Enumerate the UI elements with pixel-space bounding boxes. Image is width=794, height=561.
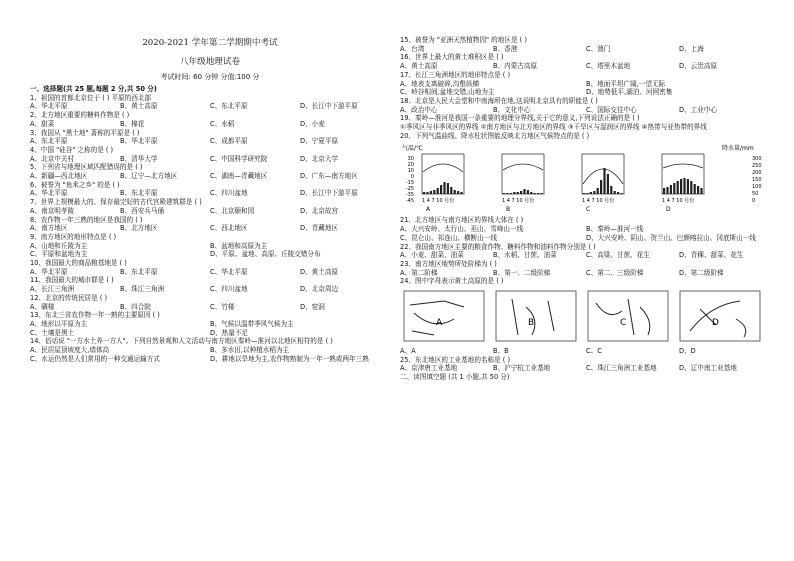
map-mountain-line [512, 299, 554, 335]
answer-option[interactable]: D、青稞、甜菜、花生 [679, 251, 744, 260]
option-row [400, 347, 772, 356]
answer-option[interactable]: A、地形以平原为主 [30, 319, 88, 328]
answer-option[interactable]: A、地表支离破碎,沟壑纵横 [400, 79, 480, 88]
answer-option[interactable]: B、多水田,以种植水稻为主 [210, 346, 290, 355]
answer-option[interactable]: C、东北平原 [210, 102, 248, 111]
answer-option[interactable]: B、西安兵马俑 [120, 206, 165, 215]
option-row [30, 355, 390, 364]
question-stem: 二、读图填空题 (共 1 小题,共 50 分) [400, 373, 510, 382]
question-stem: 8、农作物一年三熟的地区是我国的 ( ) [30, 215, 143, 224]
answer-option[interactable]: C、昆仑山、祁连山、横断山一线 [400, 233, 497, 242]
precip-bar [697, 186, 699, 194]
answer-option[interactable]: A、华北平原 [30, 267, 68, 276]
precip-bar [513, 192, 515, 194]
right-column [400, 36, 772, 382]
option-row [400, 123, 772, 132]
option-row [30, 120, 390, 129]
option-row [400, 80, 772, 89]
question-stem: 16、世界上最大的黄土堆积区是 ( ) [400, 53, 504, 62]
precip-bar [670, 185, 672, 194]
temp-tick: 10 [407, 168, 414, 175]
region-map-label: A [436, 318, 443, 329]
climate-panel-label: D [666, 206, 671, 214]
question-stem: 5、下列省与地理区域匹配错误的是 ( ) [30, 163, 143, 172]
option-row [400, 62, 772, 71]
precip-bar [506, 193, 508, 194]
precip-bar [680, 179, 682, 194]
climate-panel-label: A [426, 206, 431, 214]
answer-option[interactable]: A、甜菜 [30, 119, 55, 128]
answer-option[interactable]: D、云贵高原 [679, 62, 718, 71]
temp-axis-label: 气温/℃ [402, 145, 423, 153]
region-maps-svg [400, 289, 772, 344]
climate-panel [502, 154, 544, 213]
region-map-frame [588, 291, 668, 341]
question-stem: 11、我国最大的城市群是 ( ) [30, 276, 114, 285]
precip-bar [610, 186, 612, 194]
region-map [680, 291, 760, 341]
question-stem: 24、图中字母表示黄土高原的是 ( ) [400, 277, 504, 286]
section-heading-choice: 一、选择题(共 25 题,每题 2 分,共 50 分) [30, 85, 157, 93]
answer-option[interactable]: D、平原、盆地、高原、丘陵交错分布 [210, 250, 321, 259]
answer-option[interactable]: A、碉楼 [30, 302, 55, 311]
option-row [400, 234, 772, 243]
answer-option[interactable]: ①季风区与非季风区的界线 ②南方地区与北方地区的界线 ③干旱区与湿润区的界线 ④热带与亚热带的界线 [400, 123, 707, 132]
precip-bar [534, 193, 536, 194]
answer-option[interactable]: C、湖南—青藏地区 [210, 172, 268, 181]
region-map-frame [496, 291, 576, 341]
answer-option[interactable]: C、珠江三角洲工业基地 [586, 364, 657, 373]
answer-option[interactable]: C、国际交往中心 [586, 105, 637, 114]
answer-option[interactable]: C、C [586, 347, 602, 356]
option-row [30, 172, 390, 181]
precip-bar [597, 188, 599, 194]
precip-bar [443, 182, 445, 194]
answer-option[interactable]: C、平原和盆地为主 [30, 250, 88, 259]
climate-panel-label: B [506, 206, 511, 214]
region-map-label: C [620, 318, 627, 329]
option-row [30, 224, 390, 233]
answer-option[interactable]: B、地面平坦广阔,一望无际 [586, 79, 666, 88]
question-stem: 13、东北三省农作物一年一熟的主要原因 ( ) [30, 311, 160, 320]
option-row [30, 207, 390, 216]
answer-option[interactable]: A、黄土高原 [400, 62, 438, 71]
climate-panels [422, 154, 704, 213]
climate-charts [400, 142, 772, 214]
precip-bar [457, 191, 459, 194]
left-question-list [30, 94, 390, 364]
answer-option[interactable]: A、A [400, 347, 416, 356]
answer-option[interactable]: A、京津唐工业基地 [400, 364, 458, 373]
temp-ticks [406, 156, 414, 204]
option-row [400, 88, 772, 97]
answer-option[interactable]: B、第一、二级阶梯 [493, 268, 551, 277]
question-stem: 15、被誉为 "亚洲天然植物园" 的地区是 ( ) [400, 36, 527, 44]
region-map-label: B [528, 318, 535, 329]
answer-option[interactable]: C、北京颐和园 [210, 206, 255, 215]
precip-tick: 100 [752, 184, 762, 191]
answer-option[interactable]: D、第二级阶梯 [679, 268, 724, 277]
temp-tick: -35 [405, 192, 414, 199]
region-map [496, 291, 576, 341]
option-row [30, 102, 390, 111]
precip-bar [426, 192, 428, 194]
precip-tick: 50 [752, 191, 759, 198]
answer-option[interactable]: D、窑洞 [300, 302, 325, 311]
answer-option[interactable]: B、东北平原 [120, 267, 158, 276]
precip-bar [694, 184, 696, 194]
precip-bar [527, 190, 529, 194]
answer-option[interactable]: A、大兴安岭、太行山、巫山、雪峰山一线 [400, 225, 524, 234]
temp-curve [583, 169, 623, 184]
answer-option[interactable]: B、沪宁杭工业基地 [493, 364, 551, 373]
precip-bar [586, 193, 588, 194]
option-row [30, 320, 390, 329]
precip-bar [510, 193, 512, 194]
answer-option[interactable]: D、上海 [679, 44, 704, 53]
question-stem: 4、中国 "硅谷" 之称的是 ( ) [30, 145, 114, 154]
climate-panel [422, 154, 464, 213]
answer-option[interactable]: C、四川盆地 [210, 189, 248, 198]
answer-option[interactable]: B、秦岭—淮河一线 [586, 225, 644, 234]
region-map-frame [680, 291, 760, 341]
answer-option[interactable]: A、华北平原 [30, 189, 68, 198]
precip-bar [517, 192, 519, 194]
question-stem: 2、北方地区重要的糖料作物是 ( ) [30, 111, 130, 120]
precip-bar [700, 188, 702, 194]
precip-tick: 250 [752, 163, 762, 170]
precip-bar [590, 192, 592, 194]
precip-bar [460, 192, 462, 194]
answer-option[interactable]: D、地势低平,湖泊、河网密集 [586, 88, 673, 97]
precip-bar [600, 180, 602, 194]
answer-option[interactable]: C、澳门 [586, 44, 611, 53]
answer-option[interactable]: B、气候以温带季风气候为主 [210, 319, 294, 328]
temp-curve [503, 164, 543, 170]
precip-bar [603, 168, 605, 194]
answer-option[interactable]: D、小麦 [300, 119, 325, 128]
answer-option[interactable]: A、东北平原 [30, 137, 68, 146]
precip-bar [454, 190, 456, 194]
right-question-list-a [400, 36, 772, 140]
answer-option[interactable]: D、耕地以旱地为主,农作物熟制为一年一熟或两年三熟 [210, 354, 369, 363]
temp-tick: -45 [405, 198, 414, 205]
month-axis-label: 1 4 7 10 月份 [662, 198, 695, 205]
right-question-list-c [400, 347, 772, 382]
temp-tick: -15 [405, 180, 414, 187]
precip-bar [440, 185, 442, 194]
precip-bar [540, 193, 542, 194]
map-panels [404, 291, 760, 341]
climate-panel-frame [422, 154, 464, 194]
answer-option[interactable]: C、高粱、甘蔗、花生 [586, 251, 650, 260]
question-stem: 9、南方地区的地形特点是 ( ) [30, 232, 117, 241]
answer-option[interactable]: C、土壤是黑土 [30, 328, 75, 337]
climate-panel-frame [502, 154, 544, 194]
exam-meta: 考试时间: 60 分钟 分值:100 分 [160, 73, 260, 81]
answer-option[interactable]: B、北方地区 [120, 224, 158, 233]
region-maps [400, 289, 772, 344]
answer-option[interactable]: D、D [679, 347, 696, 356]
answer-option[interactable]: C、中国科学研究院 [210, 154, 268, 163]
question-stem: 1、祖国的首都北京位于 ( ) 平原的西北部 [30, 93, 152, 102]
answer-option[interactable]: D、黄土高原 [300, 267, 339, 276]
question-stem: 20、下列气温曲线、降水柱状图能反映北方地区气候特点的是 ( ) [400, 131, 590, 140]
answer-option[interactable]: B、四合院 [120, 302, 151, 311]
answer-option[interactable]: D、长江中下游平原 [300, 189, 358, 198]
answer-option[interactable]: B、东北平原 [120, 189, 158, 198]
answer-option[interactable]: A、北京中关村 [30, 154, 75, 163]
question-stem: 14、俗话说 "一方水土养一方人"。下列自然景观和人文活动与南方地区秦岭—淮河以北地区相符的是 ( ) [30, 337, 333, 346]
answer-option[interactable]: D、青藏地区 [300, 224, 339, 233]
question-stem: 23、南方地区地势所处阶梯为 ( ) [400, 259, 497, 268]
region-map-label: D [712, 318, 719, 329]
region-map-frame [404, 291, 484, 341]
answer-option[interactable]: A、新疆—西北地区 [30, 172, 88, 181]
precip-bar [430, 191, 432, 194]
answer-option[interactable]: B、珠江三角洲 [120, 285, 165, 294]
answer-option[interactable]: A、民居屋顶坡度大,墙体高 [30, 346, 110, 355]
answer-option[interactable]: D、工业中心 [679, 105, 718, 114]
month-axis-label: 1 4 7 10 月份 [422, 198, 455, 205]
answer-option[interactable]: A、小麦、甜菜、油菜 [400, 251, 464, 260]
answer-option[interactable]: B、华北平原 [120, 137, 158, 146]
answer-option[interactable]: B、清华大学 [120, 154, 158, 163]
precip-tick: 300 [752, 156, 762, 163]
answer-option[interactable]: B、水稻、甘蔗、油菜 [493, 251, 557, 260]
left-column [30, 37, 390, 364]
answer-option[interactable]: D、北京故宫 [300, 206, 339, 215]
precip-bar [666, 187, 668, 194]
map-mountain-line [596, 299, 650, 335]
answer-option[interactable]: D、热量不足 [210, 328, 249, 337]
precip-bar [687, 179, 689, 194]
temp-tick: 0 [410, 174, 414, 181]
precip-ticks [752, 156, 762, 204]
precip-axis-label: 降水量/mm [722, 145, 754, 153]
question-stem: 10、我国最大的商品粮基地是 ( ) [30, 259, 127, 268]
question-stem: 18、北京是人民大会堂和中南海所在地,这说明北京具有的职能是 ( ) [400, 96, 598, 105]
answer-option[interactable]: B、棉花 [120, 119, 145, 128]
answer-option[interactable]: A、长江三角洲 [30, 285, 75, 294]
answer-option[interactable]: A、华北平原 [30, 102, 68, 111]
exam-subtitle: 八年级地理试卷 [179, 57, 241, 67]
answer-option[interactable]: C、成都平原 [210, 137, 248, 146]
precip-bar [607, 174, 609, 194]
precip-bar [450, 187, 452, 194]
precip-bar [433, 190, 435, 194]
answer-option[interactable]: D、辽中南工业基地 [679, 364, 737, 373]
option-row [30, 303, 390, 312]
question-stem: 3、我国从 "黑土地" 著称的平原是 ( ) [30, 128, 140, 137]
answer-option[interactable]: C、西北地区 [210, 224, 248, 233]
precip-bar [677, 181, 679, 194]
answer-option[interactable]: C、华北平原 [210, 267, 248, 276]
precip-bar [593, 191, 595, 194]
precip-bar [620, 193, 622, 194]
precip-tick: 0 [752, 198, 756, 205]
answer-option[interactable]: D、广东—南方地区 [300, 172, 358, 181]
option-row [400, 251, 772, 260]
option-row [30, 189, 390, 198]
temp-curve [663, 164, 703, 168]
exam-title: 2020-2021 学年第二学期期中考试 [142, 38, 278, 48]
answer-option[interactable]: D、北京周边 [300, 285, 339, 294]
precip-bar [530, 192, 532, 194]
option-row [400, 364, 772, 373]
answer-option[interactable]: C、第二、三级阶梯 [586, 268, 644, 277]
answer-option[interactable]: D、宁夏平原 [300, 137, 339, 146]
temp-curve [423, 164, 463, 172]
option-row [30, 346, 390, 355]
answer-option[interactable]: B、辽宁—北方地区 [120, 172, 178, 181]
option-row [30, 285, 390, 294]
answer-option[interactable]: D、长江中下游平原 [300, 102, 358, 111]
climate-charts-svg [400, 142, 772, 214]
precip-bar [437, 188, 439, 194]
precip-bar [537, 193, 539, 194]
answer-option[interactable]: A、南方地区 [30, 224, 68, 233]
temp-tick: 30 [407, 156, 414, 163]
question-stem: 6、被誉为 "鱼米之乡" 的是 ( ) [30, 180, 120, 189]
month-axis-label: 1 4 7 10 月份 [582, 198, 615, 205]
precip-bar [683, 178, 685, 194]
precip-bar [617, 192, 619, 194]
precip-bar [523, 189, 525, 194]
answer-option[interactable]: A、台湾 [400, 44, 425, 53]
question-stem: 21、北方地区与南方地区的界线大体在 ( ) [400, 216, 524, 225]
precip-bar [447, 183, 449, 194]
answer-option[interactable]: B、内蒙古高原 [493, 62, 538, 71]
question-stem: 22、我国南方地区主要的粮食作物、糖料作物和油料作物分别是 ( ) [400, 242, 596, 251]
answer-option[interactable]: A、政治中心 [400, 105, 438, 114]
precip-bar [663, 188, 665, 194]
answer-option[interactable]: C、水运仍然是人们常用的一种交通运输方式 [30, 354, 160, 363]
answer-option[interactable]: B、文化中心 [493, 105, 531, 114]
precip-bar [423, 192, 425, 194]
question-stem: 7、世界上规模最大的、保存最完好的古代宫殿建筑群是 ( ) [30, 198, 202, 207]
temp-tick: -25 [405, 186, 414, 193]
answer-option[interactable]: C、岭谷相间,盆地交错,山地为主 [400, 88, 495, 97]
answer-option[interactable]: D、北京大学 [300, 154, 339, 163]
answer-option[interactable]: A、南京明孝陵 [30, 206, 75, 215]
answer-option[interactable]: C、竹楼 [210, 302, 235, 311]
question-stem: 19、秦岭—淮河是我国一条重要的地理分界线,关于它的意义,下列说法正确的是 ( ) [400, 114, 640, 123]
climate-panel [662, 154, 704, 213]
option-row [30, 250, 390, 259]
question-stem: 25、东北地区的工业基地的名称是 ( ) [400, 355, 511, 364]
answer-option[interactable]: D、大兴安岭、阴山、贺兰山、巴颜喀拉山、冈底斯山一线 [586, 233, 756, 242]
precip-bar [520, 191, 522, 194]
precip-bar [503, 193, 505, 194]
precip-tick: 200 [752, 170, 762, 177]
precip-bar [673, 183, 675, 194]
answer-option[interactable]: C、水稻 [210, 119, 235, 128]
answer-option[interactable]: B、盆地和高原为主 [210, 241, 268, 250]
region-map [588, 291, 668, 341]
temp-tick: 20 [407, 162, 414, 169]
answer-option[interactable]: B、B [493, 347, 509, 356]
month-axis-label: 1 4 7 10 月份 [502, 198, 535, 205]
answer-option[interactable]: A、山地和丘陵为主 [30, 241, 88, 250]
precip-bar [583, 193, 585, 194]
climate-panel-label: C [586, 206, 591, 214]
right-question-list-b [400, 216, 772, 286]
answer-option[interactable]: A、第二阶梯 [400, 268, 438, 277]
precip-bar [690, 181, 692, 194]
answer-option[interactable]: B、香港 [493, 44, 518, 53]
answer-option[interactable]: C、四川盆地 [210, 285, 248, 294]
answer-option[interactable]: C、塔里木盆地 [586, 62, 631, 71]
precip-bar [614, 191, 616, 194]
answer-option[interactable]: B、黄土高原 [120, 102, 158, 111]
question-stem: 17、长江三角洲地区的地形特点是 ( ) [400, 70, 511, 79]
question-stem: 12、北京的传统民居是 ( ) [30, 293, 108, 302]
climate-panel [582, 154, 624, 213]
precip-tick: 150 [752, 177, 762, 184]
option-row [400, 225, 772, 234]
option-row [30, 137, 390, 146]
climate-panel-frame [582, 154, 624, 194]
region-map [404, 291, 484, 341]
